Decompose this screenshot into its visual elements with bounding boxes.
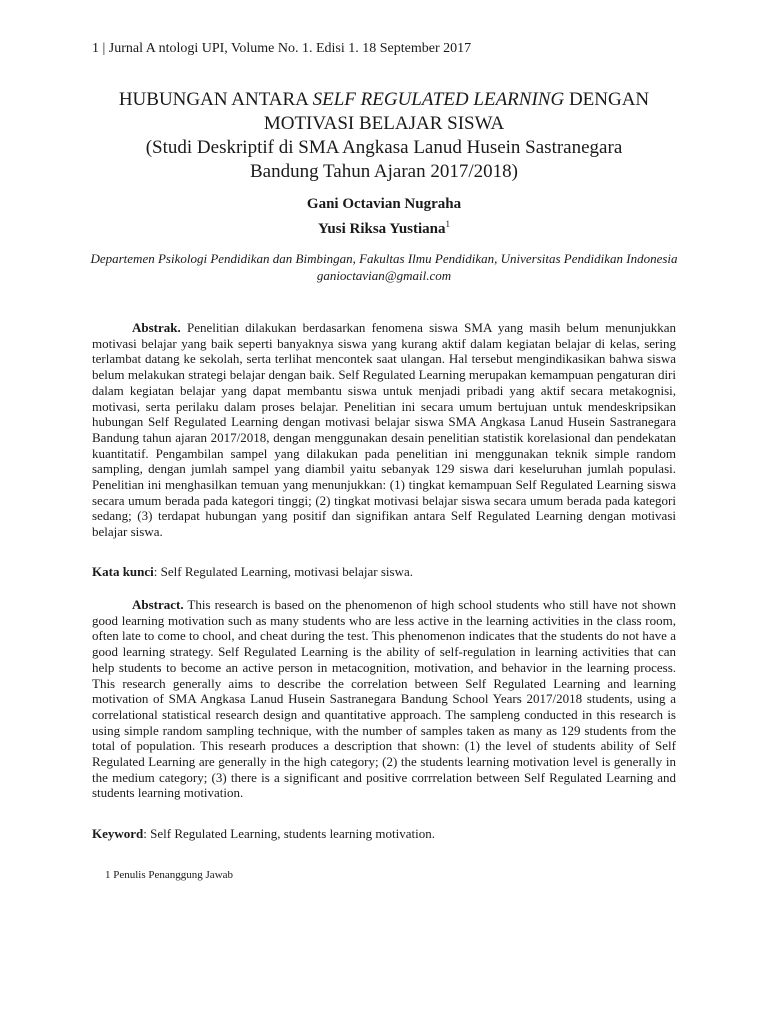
title-part-2: DENGAN (564, 89, 650, 110)
abstract-paragraph (92, 597, 676, 801)
paper-title (60, 88, 708, 184)
keyword-text: : Self Regulated Learning, students learning motivation. (143, 826, 435, 841)
author-2-name: Yusi Riksa Yustiana (317, 221, 446, 237)
abstrak-text: Penelitian dilakukan berdasarkan fenomena siswa SMA yang masih belum menunjukkan motivasi belajar yang baik seperti banyaknya siswa yang kurang aktif dalam kegiatan belajar di kelas, sering terlambat datang ke sekolah, serta terlihat mencontek saat ulangan. Hal tersebut mengindikasikan bahwa siswa belum melakukan strategi belajar dengan baik. Self Regulated Learning merupakan kemampuan pengaturan diri dalam kegiatan belajar yang dapat membantu siswa untuk menjadi pribadi yang aktif secara metakognisi, motivasi, serta perilaku dalam proses belajar. Penelitian ini secara umum bertujuan untuk mendeskripsikan hubungan Self Regulated Learning dengan motivasi belajar siswa SMA Angkasa Lanud Husein Sastranegara Bandung tahun ajaran 2017/2018, dengan menggunakan desain penelitian statistik korelasional dan pendekatan kuantitatif. Pengambilan sampel yang dilakukan pada penelitian ini menggunakan teknik simple random sampling, dengan jumlah sampel yang diambil yaitu sebanyak 129 siswa dari keseluruhan jumlah populasi. Penelitian ini menghasilkan temuan yang menunjukkan: (1) tingkat kemampuan Self Regulated Learning siswa secara umum berada pada kategori tinggi; (2) tingkat motivasi belajar siswa secara umum berada pada kategori sedang; (3) terdapat hubungan yang positif dan signifikan antara Self Regulated Learning dengan motivasi belajar siswa. (92, 320, 676, 540)
abstrak-paragraph (92, 320, 676, 540)
title-part-1: HUBUNGAN ANTARA (118, 89, 313, 110)
subtitle-line-1: (Studi Deskriptif di SMA Angkasa Lanud Husein Sastranegara (145, 137, 623, 158)
keyword-label: Keyword (92, 826, 144, 841)
abstract-text: This research is based on the phenomenon of high school students who still have not shown good learning motivation such as many students who are less active in the learning activities in the class room, often late to come to chool, and cheat during the test. This phenomenon indicates that the students do not have a good learning strategy. Self Regulated Learning is the ability of self-regulation in learning activities that can help students to become an active person in metacognition, motivation, and behavior in the learning process. This research generally aims to describe the correlation between Self Regulated Learning and learning motivation of SMA Angkasa Lanud Husein Sastranegara Bandung School Years 2017/2018 students, using a correlational statistical research design and quantitative approach. The sampleng conducted in this research is using simple random sampling technique, with the number of samples taken as many as 129 students from the total of population. This researh produces a description that shown: (1) the level of students ability of Self Regulated Learning are generally in the high category; (2) the students learning motivation level is generally in the medium category; (3) there is a significant and positive corrrelation between Self Regulated Learning and students learning motivation. (92, 597, 676, 801)
author-2-footnote-mark: 1 (445, 219, 451, 229)
kata-kunci-label: Kata kunci (92, 564, 154, 579)
affiliation (80, 250, 688, 284)
author-2 (60, 214, 708, 239)
affiliation-dept: Departemen Psikologi Pendidikan dan Bimbingan, Fakultas Ilmu Pendidikan, Universitas Pendidikan Indonesia (90, 251, 678, 266)
title-italic: SELF REGULATED LEARNING (312, 89, 565, 110)
kata-kunci (92, 564, 676, 580)
abstrak-label: Abstrak. (132, 320, 181, 335)
authors (60, 194, 708, 239)
title-line-1 (60, 88, 708, 112)
author-1: Gani Octavian Nugraha (306, 196, 462, 212)
footnote: 1 Penulis Penanggung Jawab (105, 869, 234, 881)
subtitle-line-2: Bandung Tahun Ajaran 2017/2018) (250, 161, 518, 182)
keyword (92, 826, 676, 842)
running-header: 1 | Jurnal A ntologi UPI, Volume No. 1. Edisi 1. 18 September 2017 (92, 41, 472, 56)
author-email: ganioctavian@gmail.com (316, 268, 452, 283)
title-line-2: MOTIVASI BELAJAR SISWA (263, 113, 505, 134)
kata-kunci-text: : Self Regulated Learning, motivasi belajar siswa. (153, 564, 413, 579)
abstract-label: Abstract. (132, 597, 184, 612)
